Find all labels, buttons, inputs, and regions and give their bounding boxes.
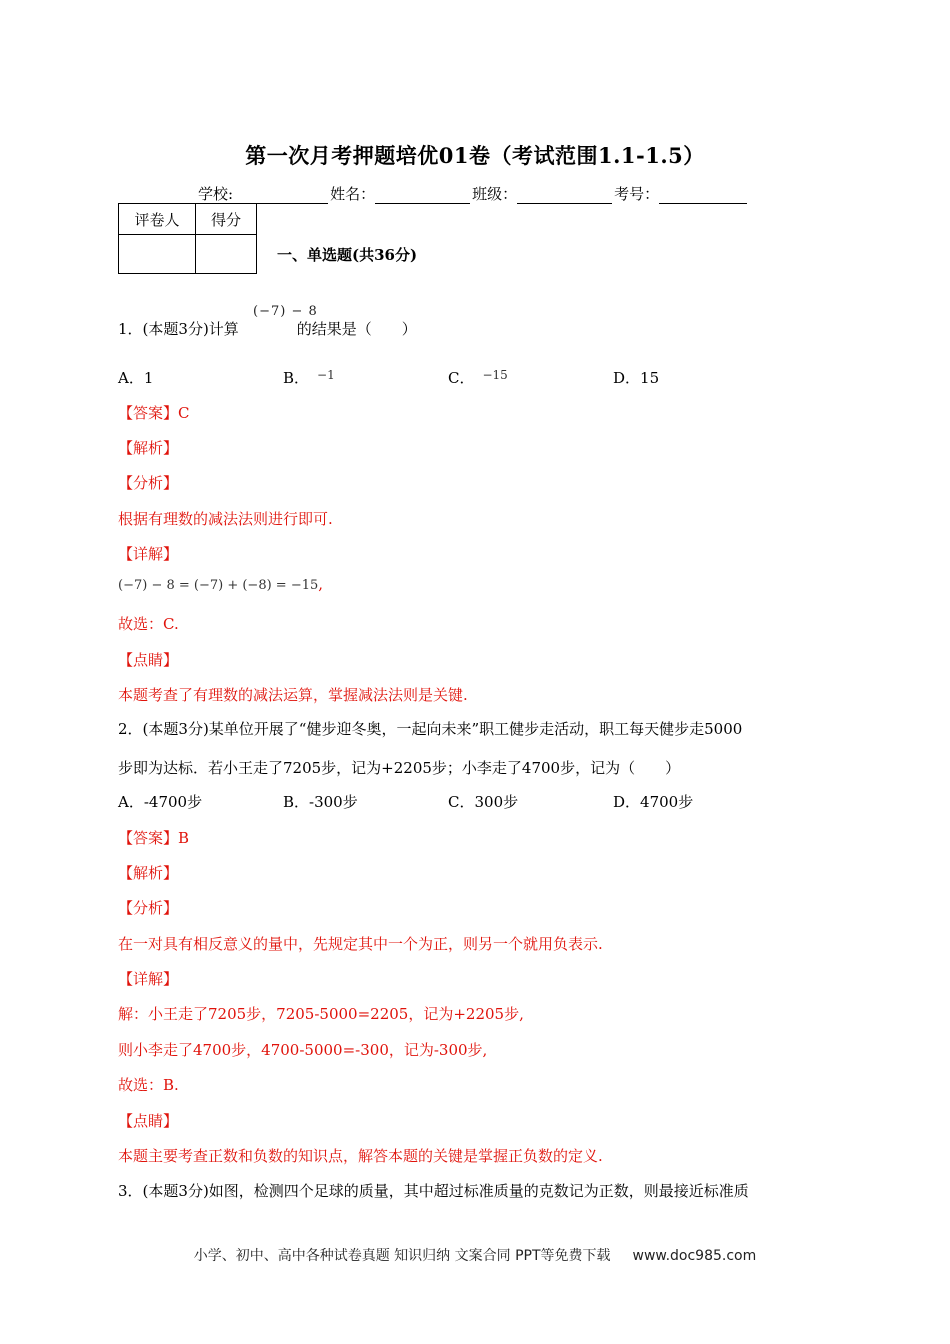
q1-stem-prefix: 1．(本题3分)计算 [118, 320, 239, 338]
q1-dianjing-label: 【点睛】 [118, 651, 179, 669]
q2-dianjing-label: 【点睛】 [118, 1112, 179, 1130]
q1-detail-math: (−7) − 8 = (−7) + (−8) = −15 [118, 578, 319, 593]
q2-fenxi-label: 【分析】 [118, 899, 179, 917]
q1-option-b [283, 367, 335, 388]
q1-option-a: A．1 [118, 369, 154, 387]
school-label: 学校: [198, 185, 234, 203]
q2-option-d: D．4700步 [613, 793, 694, 811]
q1-answer: 【答案】C [118, 404, 190, 422]
page-footer [0, 1245, 950, 1265]
q1-fenxi-text: 根据有理数的减法法则进行即可. [118, 510, 333, 528]
q2-option-c: C．300步 [448, 793, 519, 811]
q1-option-c-label: C． [448, 369, 475, 387]
footer-url[interactable]: www.doc985.com [632, 1248, 757, 1264]
q3-stem-line1: 3．(本题3分)如图，检测四个足球的质量，其中超过标准质量的克数记为正数，则最接近标准质 [118, 1182, 749, 1200]
q1-detail [118, 575, 323, 593]
grader-header: 评卷人 [119, 204, 196, 235]
class-label: 班级： [472, 185, 518, 203]
q2-choose: 故选：B. [118, 1076, 179, 1094]
footer-text: 小学、初中、高中各种试卷真题 知识归纳 文案合同 PPT等免费下载 [193, 1248, 611, 1264]
q2-option-a: A．-4700步 [118, 793, 203, 811]
q1-option-b-label: B． [283, 369, 310, 387]
q1-choose: 故选：C. [118, 615, 179, 633]
q2-detail-line2: 则小李走了4700步，4700-5000=-300，记为-300步, [118, 1041, 488, 1059]
q1-fenxi-label: 【分析】 [118, 474, 179, 492]
page-title: 第一次月考押题培优01卷（考试范围1.1-1.5） [245, 143, 705, 168]
q2-fenxi-text: 在一对具有相反意义的量中，先规定其中一个为正，则另一个就用负表示. [118, 935, 603, 953]
school-blank [233, 189, 328, 204]
q1-option-d: D．15 [613, 369, 660, 387]
score-header: 得分 [196, 204, 257, 235]
exam-no-label: 考号： [614, 185, 660, 203]
q2-detail-line1: 解：小王走了7205步，7205-5000=2205，记为+2205步, [118, 1005, 524, 1023]
q1-stem [118, 318, 417, 339]
q2-answer: 【答案】B [118, 829, 190, 847]
q1-xiangjie-label: 【详解】 [118, 545, 179, 563]
q2-dianjing-text: 本题主要考查正数和负数的知识点，解答本题的关键是掌握正负数的定义. [118, 1147, 603, 1165]
q2-xiangjie-label: 【详解】 [118, 970, 179, 988]
exam-no-blank [659, 189, 747, 204]
q2-option-b: B．-300步 [283, 793, 358, 811]
q1-detail-tail: , [318, 575, 324, 593]
q1-formula: (−7) − 8 [253, 304, 318, 319]
q1-jiexi-label: 【解析】 [118, 439, 179, 457]
score-cell [196, 235, 257, 274]
q2-stem-line1: 2．(本题3分)某单位开展了“健步迎冬奥，一起向未来”职工健步走活动，职工每天健步走5000 [118, 720, 743, 738]
grader-cell [119, 235, 196, 274]
q1-option-c-math: −15 [482, 368, 508, 382]
score-table [118, 203, 257, 274]
name-blank [375, 189, 470, 204]
class-blank [517, 189, 612, 204]
section-heading: 一、单选题(共36分) [277, 246, 418, 264]
q2-jiexi-label: 【解析】 [118, 864, 179, 882]
q1-dianjing-text: 本题考查了有理数的减法运算，掌握减法法则是关键. [118, 686, 468, 704]
q2-stem-line2: 步即为达标．若小王走了7205步，记为+2205步；小李走了4700步，记为（ ） [118, 759, 681, 777]
q1-stem-suffix: 的结果是（ ） [296, 320, 417, 338]
q1-option-b-math: −1 [317, 368, 335, 382]
name-label: 姓名： [330, 185, 376, 203]
student-info-row [198, 183, 749, 204]
q1-option-c [448, 367, 508, 388]
